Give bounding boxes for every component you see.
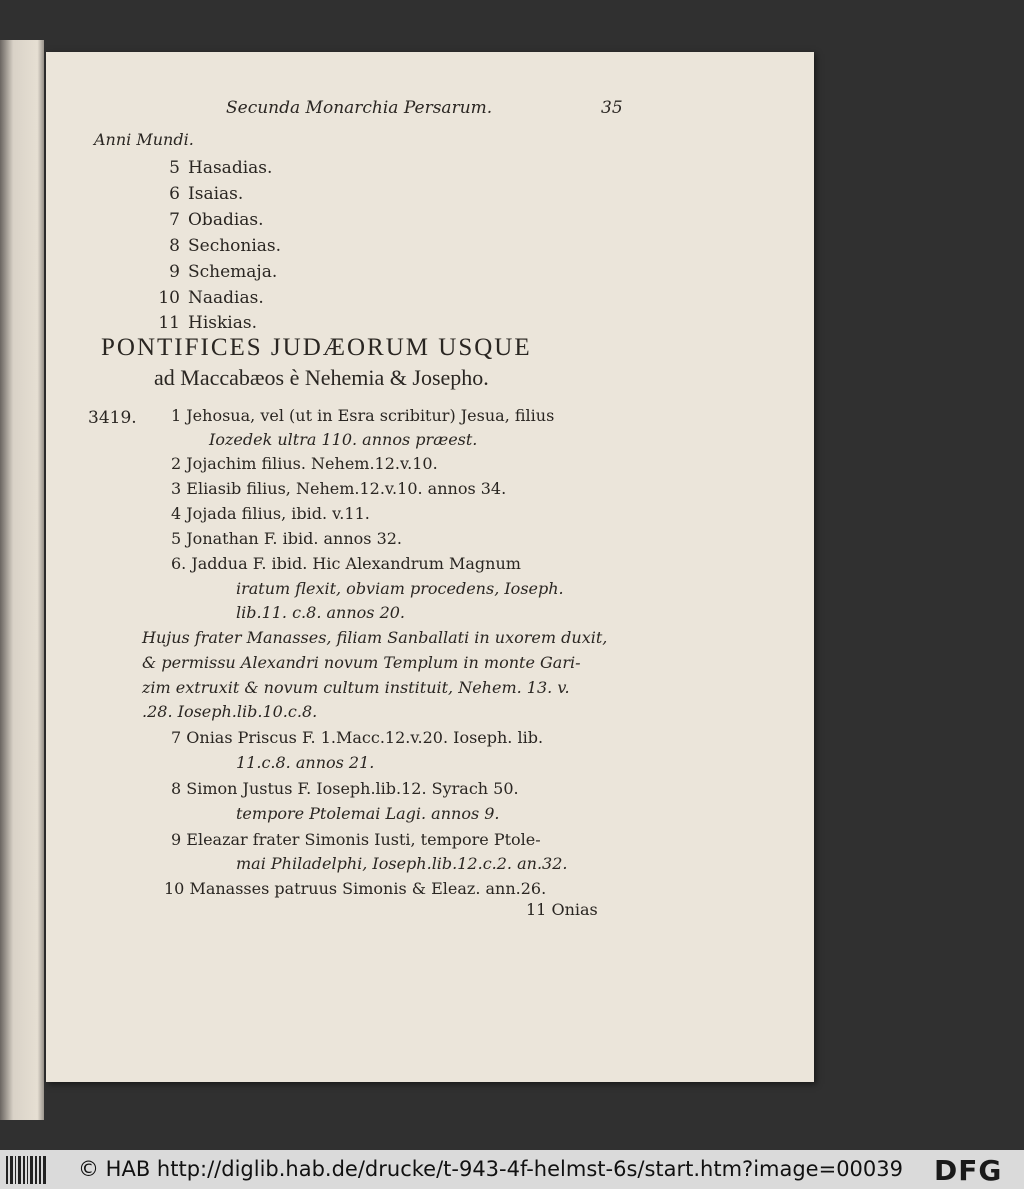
- text-line: mai Philadelphi, Ioseph.lib.12.c.2. an.32.: [236, 854, 568, 873]
- prophet-item: 7 Obadias.: [169, 210, 264, 230]
- prophet-item: 8 Sechonias.: [169, 236, 282, 256]
- text-line: 7 Onias Priscus F. 1.Macc.12.v.20. Ioseph. lib.: [171, 728, 544, 747]
- text-line: 10 Manasses patruus Simonis & Eleaz. ann.26.: [164, 879, 547, 898]
- text-line: Hujus frater Manasses, filiam Sanballati in uxorem duxit,: [142, 628, 608, 647]
- section-subheading: ad Maccabæos è Nehemia & Josepho.: [154, 365, 489, 390]
- text-line: 3 Eliasib filius, Nehem.12.v.10. annos 34.: [171, 479, 507, 498]
- text-line: 4 Jojada filius, ibid. v.11.: [171, 504, 370, 523]
- text-line: 2 Jojachim filius. Nehem.12.v.10.: [171, 454, 438, 473]
- text-line: 8 Simon Justus F. Ioseph.lib.12. Syrach 50.: [171, 779, 519, 798]
- anni-mundi-label: Anni Mundi.: [94, 130, 194, 149]
- text-line: .28. Ioseph.lib.10.c.8.: [142, 702, 318, 721]
- barcode-icon: [6, 1156, 46, 1184]
- prophet-item: 5 Hasadias.: [169, 158, 273, 178]
- text-line: 6. Jaddua F. ibid. Hic Alexandrum Magnum: [171, 554, 521, 573]
- copyright-link[interactable]: © HAB http://diglib.hab.de/drucke/t-943-4f-helmst-6s/start.htm?image=00039: [78, 1157, 903, 1181]
- prophet-item: 10 Naadias.: [158, 288, 264, 308]
- prophet-item: 6 Isaias.: [169, 184, 244, 204]
- text-line: tempore Ptolemai Lagi. annos 9.: [236, 804, 500, 823]
- book-page: [46, 52, 814, 1082]
- left-page-edge: [0, 40, 44, 1120]
- section-heading: PONTIFICES JUDÆORUM USQUE: [101, 334, 532, 361]
- dfg-logo: DFG: [934, 1154, 1003, 1187]
- page-number: 35: [601, 98, 623, 118]
- text-line: zim extruxit & novum cultum instituit, Nehem. 13. v.: [142, 678, 570, 697]
- text-line: 5 Jonathan F. ibid. annos 32.: [171, 529, 403, 548]
- text-line: 9 Eleazar frater Simonis Iusti, tempore Ptole-: [171, 830, 541, 849]
- catchword: 11 Onias: [526, 900, 598, 919]
- year-marker: 3419.: [88, 408, 137, 428]
- text-line: lib.11. c.8. annos 20.: [236, 603, 406, 622]
- text-line: Iozedek ultra 110. annos præest.: [209, 430, 478, 449]
- text-line: iratum flexit, obviam procedens, Ioseph.: [236, 579, 564, 598]
- footer-bar: [0, 1150, 1024, 1189]
- text-line: 11.c.8. annos 21.: [236, 753, 375, 772]
- prophet-item: 11 Hiskias.: [158, 313, 257, 333]
- text-line: 1 Jehosua, vel (ut in Esra scribitur) Jesua, filius: [171, 406, 555, 425]
- running-head: Secunda Monarchia Persarum.: [226, 98, 493, 118]
- prophet-item: 9 Schemaja.: [169, 262, 278, 282]
- text-line: & permissu Alexandri novum Templum in monte Gari-: [142, 653, 581, 672]
